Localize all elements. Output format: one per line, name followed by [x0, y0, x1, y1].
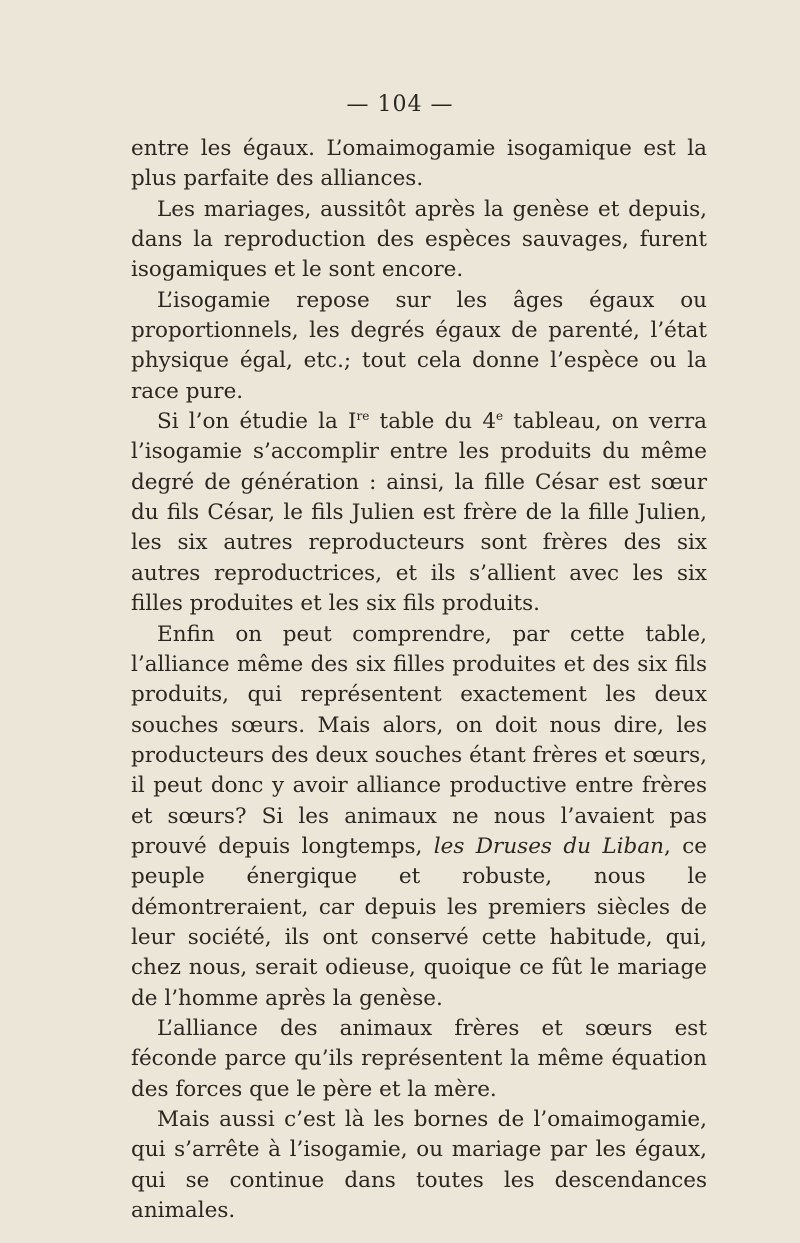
paragraph-3: L’isogamie repose sur les âges égaux ou proportionnels, les degrés égaux de parenté, l’état physique égal, etc.; tout cela donne l’espèce ou la race pure. — [131, 287, 707, 404]
body-text — [131, 134, 707, 1226]
paragraph-4-text-a: Si l’on étudie la I — [157, 409, 357, 435]
paragraph-7: Mais aussi c’est là les bornes de l’omaimogamie, qui s’arrête à l’isogamie, ou mariage par les égaux, qui se continue dans toutes les descendances animales. — [131, 1107, 707, 1224]
paragraph-5 — [131, 620, 707, 1014]
paragraph-6: L’alliance des animaux frères et sœurs est féconde parce qu’ils représentent la même équation des forces que le père et la mère. — [131, 1015, 707, 1102]
paragraph-4-text-c: tableau, on verra l’isogamie s’accomplir entre les produits du même degré de génération : ainsi, la fille César est sœur du fils César, le fils Julien est frère de la fille Julien, les six autres reproducteurs sont frères des six autres reproductrices, et ils s’allient avec les six filles produites et les six fils produits. — [131, 409, 707, 617]
paragraph-4-text-b: table du 4 — [369, 409, 497, 435]
superscript-e: e — [496, 408, 504, 423]
page-number: — 104 — — [346, 92, 454, 117]
paragraph-5-text-a: Enfin on peut comprendre, par cette table, l’alliance même des six filles produites et des six fils produits, qui représentent exactement les deux souches sœurs. Mais alors, on doit nous dire, les producteurs des deux souches étant frères et sœurs, il peut donc y avoir alliance productive entre frères et sœurs? Si les animaux ne nous l’avaient pas prouvé depuis longtemps, — [131, 621, 707, 859]
paragraph-5-text-b: , ce peuple énergique et robuste, nous le démontreraient, car depuis les premiers siècles de leur société, ils ont conservé cette habitude, qui, chez nous, serait odieuse, quoique ce fût le mariage de l’homme après la genèse. — [131, 833, 707, 1011]
paragraph-4 — [131, 407, 707, 619]
italic-druses-du-liban: les Druses du Liban — [433, 833, 664, 859]
paragraph-1: entre les égaux. L’omaimogamie isogamique est la plus parfaite des alliances. — [131, 136, 707, 192]
superscript-re: re — [356, 408, 370, 423]
paragraph-2: Les mariages, aussitôt après la genèse et depuis, dans la reproduction des espèces sauvages, furent isogamiques et le sont encore. — [131, 196, 707, 283]
